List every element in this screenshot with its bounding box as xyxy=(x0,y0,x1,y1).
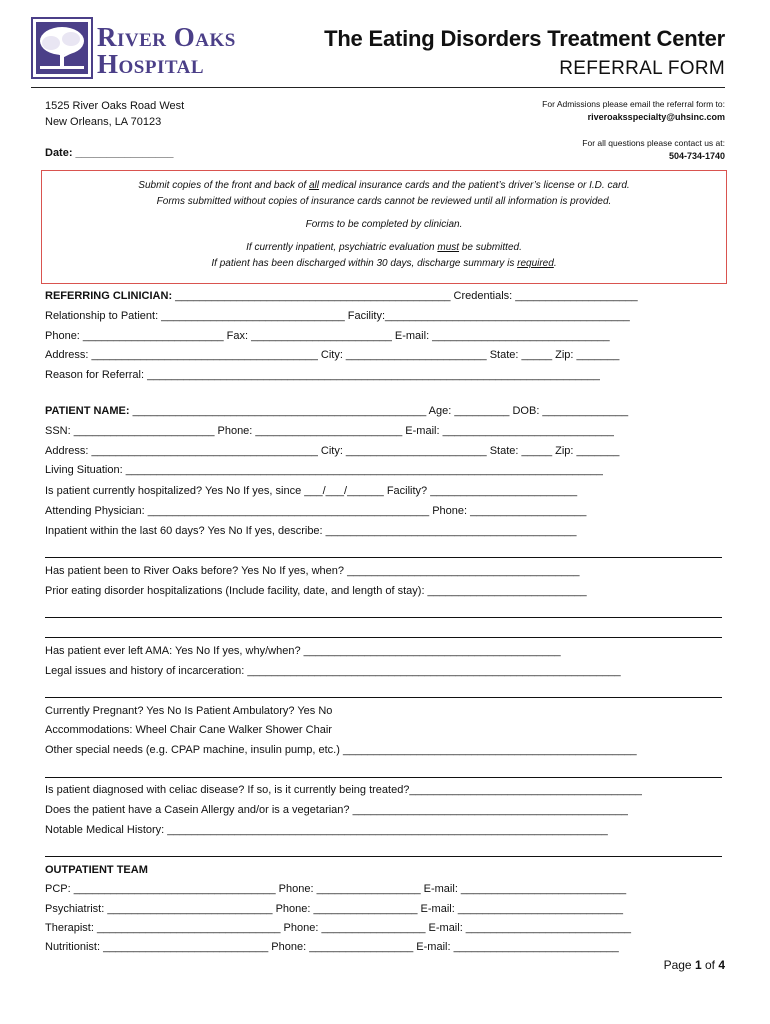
outpatient-team-title: OUTPATIENT TEAM xyxy=(45,864,148,876)
notice-line-1: Submit copies of the front and back of all medical insurance cards and the patient’s driver’s license or I.D. card. xyxy=(138,180,630,191)
clinician-address-row[interactable]: Address: _____________________________________ City: _______________________ State: _____ Zip: _______ xyxy=(45,349,620,361)
brand-name xyxy=(97,24,236,77)
page-number: Page 1 of 4 xyxy=(663,958,725,972)
blank-line[interactable] xyxy=(45,856,722,857)
address-line-1: 1525 River Oaks Road West xyxy=(45,100,185,112)
brand-line-2: Hospital xyxy=(97,49,205,79)
living-situation-row[interactable]: Living Situation: ______________________________________________________________________________ xyxy=(45,464,603,476)
questions-text: For all questions please contact us at: xyxy=(582,138,725,148)
blank-line[interactable] xyxy=(45,777,722,778)
notice-line-4: If currently inpatient, psychiatric evaluation must be submitted. xyxy=(246,242,522,253)
clinician-contact-row[interactable]: Phone: _______________________ Fax: _______________________ E-mail: _____________________________ xyxy=(45,330,610,342)
address-line-2: New Orleans, LA 70123 xyxy=(45,116,162,128)
medical-history-row[interactable]: Notable Medical History: ________________________________________________________________________ xyxy=(45,824,608,836)
pregnant-ambulatory-row[interactable]: Currently Pregnant? Yes No Is Patient Ambulatory? Yes No xyxy=(45,705,333,717)
accommodations-row[interactable]: Accommodations: Wheel Chair Cane Walker Shower Chair xyxy=(45,724,332,736)
patient-ssn-row[interactable]: SSN: _______________________ Phone: ________________________ E-mail: ____________________________ xyxy=(45,425,614,437)
questions-info xyxy=(582,137,725,163)
page-title: The Eating Disorders Treatment Center xyxy=(324,26,725,51)
date-field[interactable]: Date: ________________ xyxy=(45,147,174,159)
admissions-text: For Admissions please email the referral form to: xyxy=(542,99,725,109)
hospital-address xyxy=(45,98,184,130)
nutritionist-row[interactable]: Nutritionist: ___________________________ Phone: _________________ E-mail: ___________________________ xyxy=(45,941,619,953)
casein-allergy-row[interactable]: Does the patient have a Casein Allergy and/or is a vegetarian? _____________________________________________ xyxy=(45,804,628,816)
admissions-email[interactable]: riveroaksspecialty@uhsinc.com xyxy=(587,112,725,122)
river-oaks-before-row[interactable]: Has patient been to River Oaks before? Yes No If yes, when? ______________________________________ xyxy=(45,565,580,577)
inpatient-60-days-row[interactable]: Inpatient within the last 60 days? Yes No If yes, describe: _________________________________________ xyxy=(45,525,577,537)
notice-line-3: Forms to be completed by clinician. xyxy=(305,219,463,230)
relationship-row[interactable]: Relationship to Patient: ______________________________ Facility:________________________________________ xyxy=(45,310,630,322)
legal-issues-row[interactable]: Legal issues and history of incarceration: _____________________________________________________________ xyxy=(45,665,621,677)
reason-for-referral-row[interactable]: Reason for Referral: __________________________________________________________________________ xyxy=(45,369,600,381)
notice-line-2: Forms submitted without copies of insurance cards cannot be reviewed until all information is provided. xyxy=(156,196,612,207)
patient-name-row[interactable]: PATIENT NAME: ________________________________________________ Age: _________ DOB: ______________ xyxy=(45,405,629,417)
patient-address-row[interactable]: Address: _____________________________________ City: _______________________ State: _____ Zip: _______ xyxy=(45,445,620,457)
special-needs-row[interactable]: Other special needs (e.g. CPAP machine, insulin pump, etc.) ________________________________________________ xyxy=(45,744,637,756)
questions-phone: 504-734-1740 xyxy=(668,151,725,161)
blank-line[interactable] xyxy=(45,697,722,698)
brand-line-1: River Oaks xyxy=(97,22,236,52)
psychiatrist-row[interactable]: Psychiatrist: ___________________________ Phone: _________________ E-mail: ___________________________ xyxy=(45,903,624,915)
notice-line-5: If patient has been discharged within 30 days, discharge summary is required. xyxy=(211,258,557,269)
blank-line[interactable] xyxy=(45,617,722,618)
blank-line[interactable] xyxy=(45,557,722,558)
river-oaks-logo-icon xyxy=(31,17,93,79)
attending-physician-row[interactable]: Attending Physician: ______________________________________________ Phone: ___________________ xyxy=(45,505,587,517)
blank-line[interactable] xyxy=(45,637,722,638)
therapist-row[interactable]: Therapist: ______________________________ Phone: _________________ E-mail: ___________________________ xyxy=(45,922,631,934)
header-divider xyxy=(31,87,725,88)
pcp-row[interactable]: PCP: _________________________________ Phone: _________________ E-mail: ___________________________ xyxy=(45,883,627,895)
referring-clinician-row[interactable]: REFERRING CLINICIAN: _____________________________________________ Credentials: ____________________ xyxy=(45,290,638,302)
prior-hospitalizations-row[interactable]: Prior eating disorder hospitalizations (Include facility, date, and length of stay): __________________________ xyxy=(45,585,587,597)
instructions-notice xyxy=(41,170,727,284)
hospitalized-row[interactable]: Is patient currently hospitalized? Yes No If yes, since ___/___/______ Facility? ________________________ xyxy=(45,485,578,497)
admissions-info xyxy=(542,98,725,124)
left-ama-row[interactable]: Has patient ever left AMA: Yes No If yes, why/when? __________________________________________ xyxy=(45,645,561,657)
page-subtitle: REFERRAL FORM xyxy=(559,58,725,79)
celiac-row[interactable]: Is patient diagnosed with celiac disease? If so, is it currently being treated?______________________________________ xyxy=(45,784,642,796)
